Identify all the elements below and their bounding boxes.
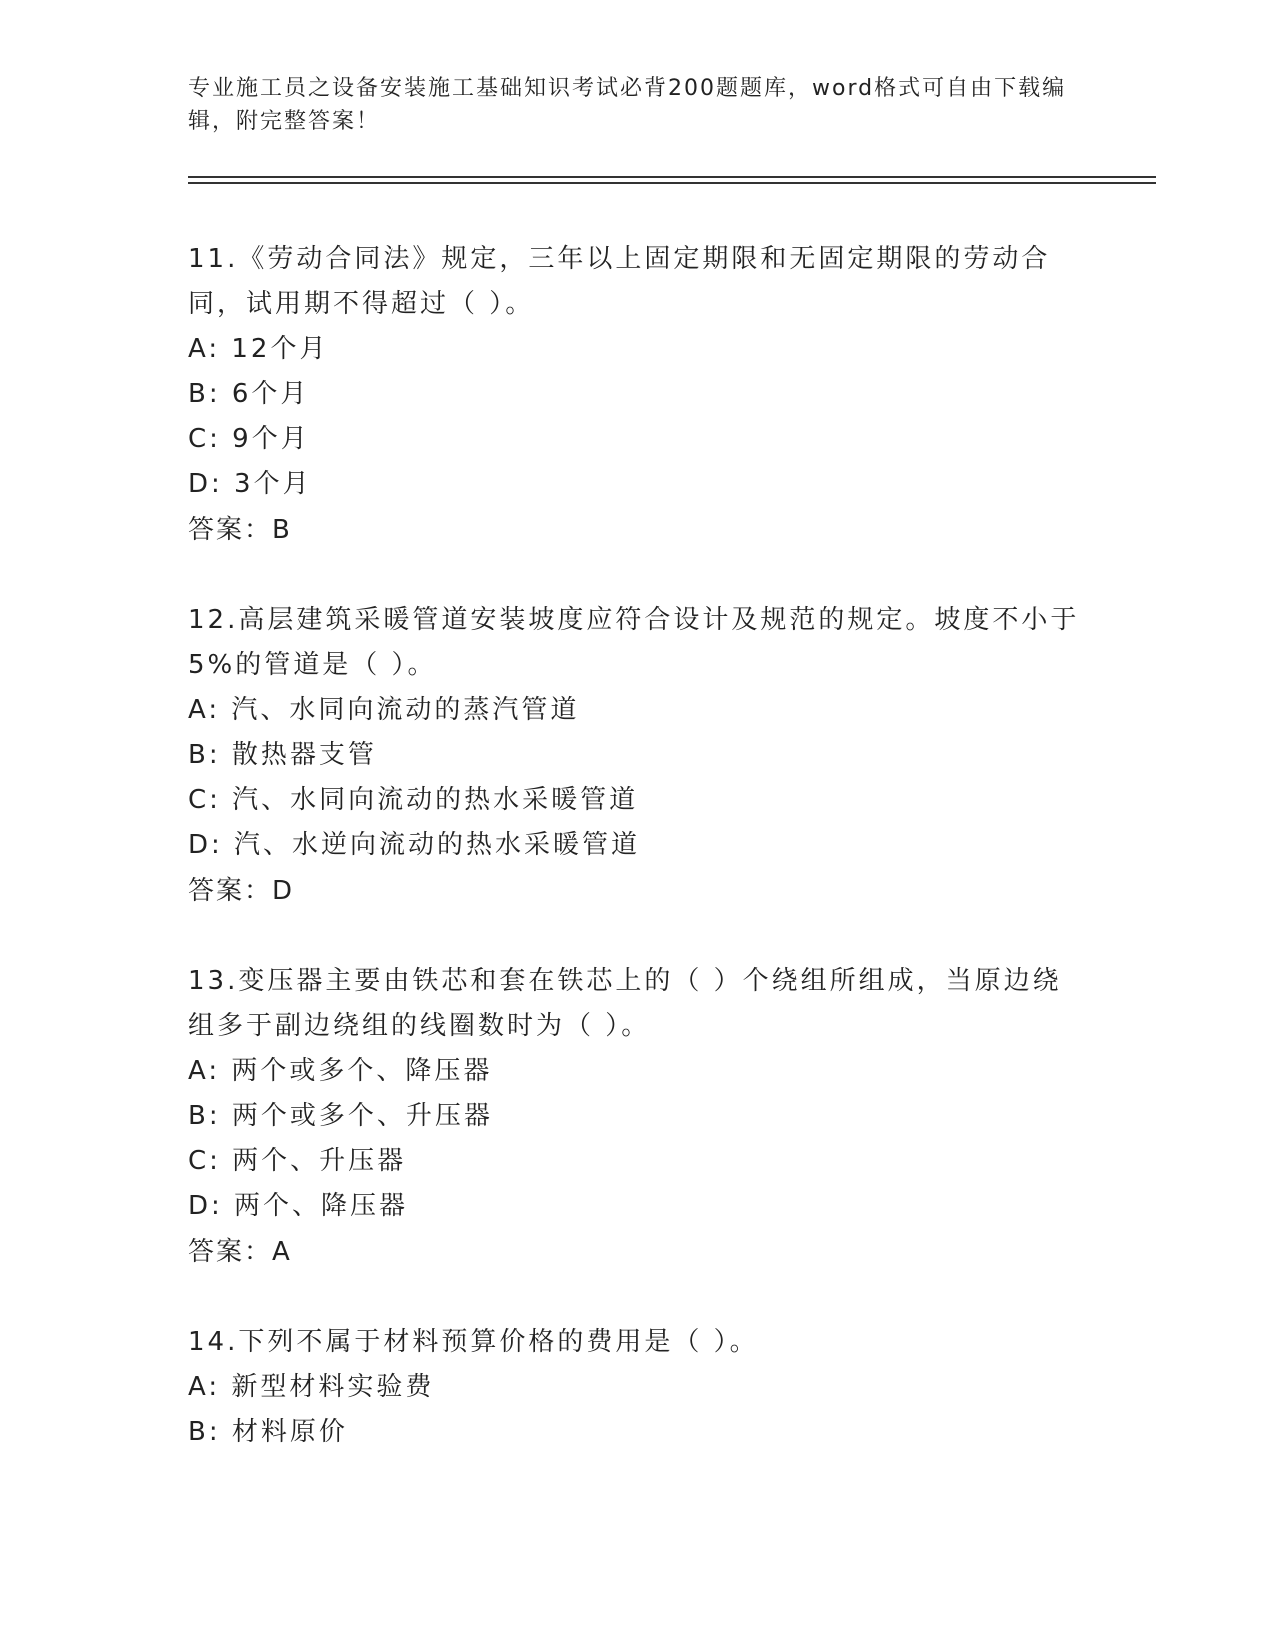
option-c: C: 9个月 [188, 424, 310, 454]
option-d: D: 两个、降压器 [188, 1191, 409, 1221]
option-b: B: 散热器支管 [188, 740, 377, 770]
document-title: 专业施工员之设备安装施工基础知识考试必背200题题库，word格式可自由下载编辑，附完整答案！ [188, 76, 1067, 134]
question-13 [188, 959, 1088, 1276]
question-text: 13.变压器主要由铁芯和套在铁芯上的（ ）个绕组所组成，当原边绕组多于副边绕组的线圈数时为（ ）。 [188, 966, 1062, 1041]
question-list [188, 237, 1088, 1499]
answer-line: 答案：D [188, 876, 295, 906]
option-a: A: 汽、水同向流动的蒸汽管道 [188, 695, 580, 725]
header-divider-bottom [188, 182, 1156, 184]
question-text: 12.高层建筑采暖管道安装坡度应符合设计及规范的规定。坡度不小于5%的管道是（ ）。 [188, 605, 1080, 680]
option-c: C: 汽、水同向流动的热水采暖管道 [188, 785, 639, 815]
answer-line: 答案：B [188, 515, 292, 545]
question-14 [188, 1320, 1088, 1455]
option-b: B: 6个月 [188, 379, 310, 409]
option-b: B: 两个或多个、升压器 [188, 1101, 493, 1131]
answer-line: 答案：A [188, 1237, 292, 1267]
question-text: 14.下列不属于材料预算价格的费用是（ ）。 [188, 1327, 759, 1357]
header-divider-top [188, 176, 1156, 178]
option-c: C: 两个、升压器 [188, 1146, 407, 1176]
option-a: A: 12个月 [188, 334, 329, 364]
option-a: A: 新型材料实验费 [188, 1372, 435, 1402]
option-d: D: 3个月 [188, 469, 312, 499]
question-text: 11.《劳动合同法》规定，三年以上固定期限和无固定期限的劳动合同，试用期不得超过（ ）。 [188, 244, 1051, 319]
option-a: A: 两个或多个、降压器 [188, 1056, 493, 1086]
option-d: D: 汽、水逆向流动的热水采暖管道 [188, 830, 641, 860]
question-11 [188, 237, 1088, 554]
question-12 [188, 598, 1088, 915]
option-b: B: 材料原价 [188, 1417, 348, 1447]
